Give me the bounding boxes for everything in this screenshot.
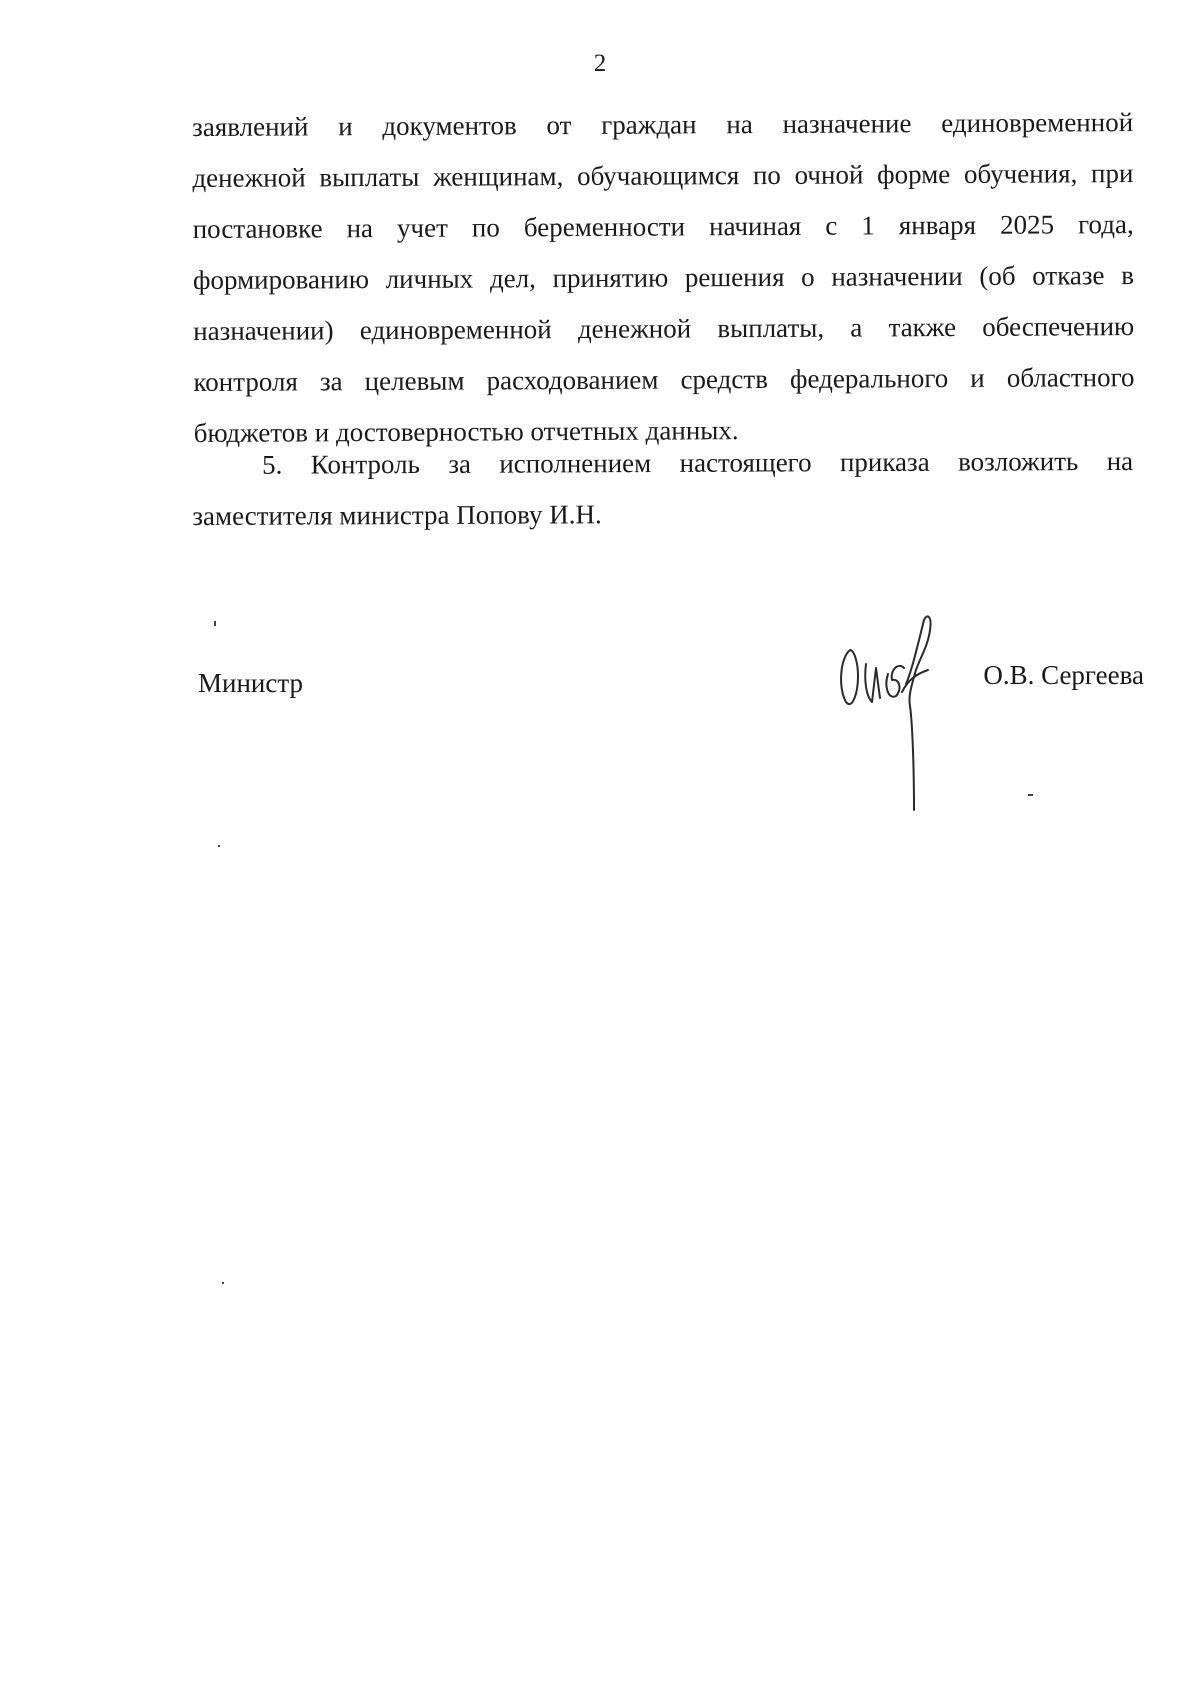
paragraph-1 [192, 97, 1135, 459]
paragraph-line: заявлений и документов от граждан на назначение единовременной [192, 107, 1134, 142]
paragraph-line: постановке на учет по беременности начиная с 1 января 2025 года, [192, 209, 1134, 244]
signer-name: О.В. Сергеева [983, 660, 1144, 690]
signature-block [198, 660, 1144, 720]
paragraph-line: контроля за целевым расходованием средств федерального и областного [193, 362, 1135, 397]
paragraph-line: 5. Контроль за исполнением настоящего приказа возложить на [262, 445, 1134, 480]
handwritten-signature [832, 610, 982, 820]
scan-speck [1028, 794, 1033, 796]
paragraph-line: назначении) единовременной денежной выплаты, а также обеспечению [193, 311, 1135, 346]
scan-speck [222, 1282, 224, 1284]
paragraph-2 [192, 436, 1133, 542]
position-title: Министр [198, 668, 303, 698]
scan-speck [214, 621, 216, 626]
paragraph-line: формированию личных дел, принятию решения о назначении (об отказе в [192, 260, 1134, 295]
paragraph-line: заместителя министра Попову И.Н. [192, 499, 602, 531]
scan-speck [218, 845, 220, 847]
paragraph-line: бюджетов и достоверностью отчетных данных. [193, 415, 739, 448]
page-number: 2 [593, 50, 607, 77]
paragraph-line: денежной выплаты женщинам, обучающимся по очной форме обучения, при [192, 158, 1134, 193]
